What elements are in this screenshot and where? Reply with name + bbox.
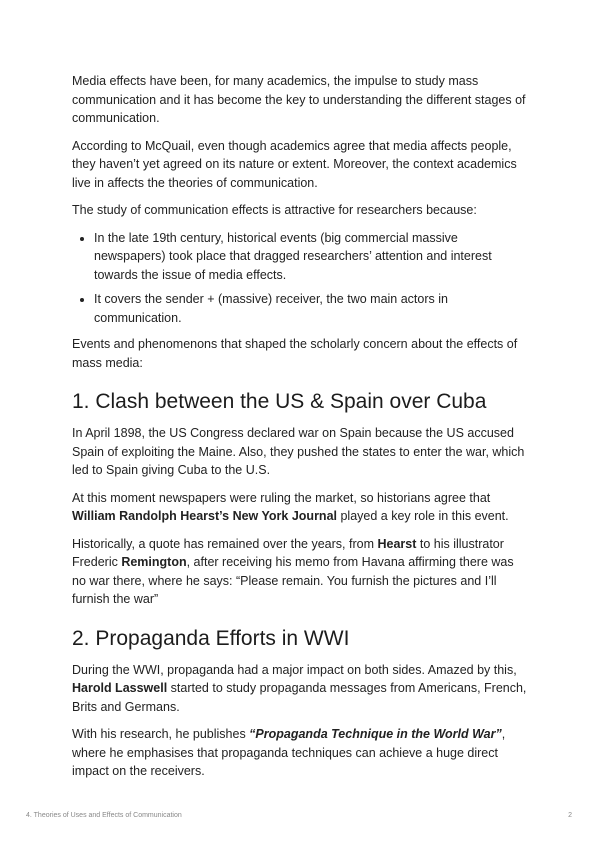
section-1-paragraph-3 [72,535,528,609]
section-2-paragraph-2 [72,725,528,781]
italic-text: “Propaganda Technique in the World War” [249,727,502,741]
section-2-heading: 2. Propaganda Efforts in WWI [72,626,350,650]
text-run: With his research, he publishes [72,727,250,741]
section-2-paragraph-1 [72,661,528,717]
list-item: • In the late 19th century, historical events (big commercial massive newspapers) took place that dragged researchers’ attention and interest towards the issue of media effects. [94,229,528,285]
text-run: started to study propaganda messages from Americans, French, Brits and Germans. [72,681,527,714]
document-body [72,72,528,790]
text-run: played a key role in this event. [337,509,509,523]
text-run: , where he emphasises that propaganda techniques can achieve a huge direct impact on the receivers. [72,727,506,778]
page-footer [26,812,572,819]
intro-paragraph-4: Events and phenomenons that shaped the scholarly concern about the effects of mass media: [72,337,518,370]
bold-text: Remington [121,555,187,569]
list-item: • It covers the sender + (massive) receiver, the two main actors in communication. [94,290,528,327]
intro-paragraph-2: According to McQuail, even though academics agree that media affects people, they haven’t yet agreed on its nature or extent. Moreover, the context academics live in affects the theories of communication. [72,138,517,190]
bold-italic-title [249,727,502,741]
text-run: to his illustrator Frederic [72,536,504,569]
intro-paragraph-3: The study of communication effects is attractive for researchers because: [72,203,477,217]
bold-text: Hearst [377,536,417,551]
section-1-paragraph-2 [72,489,528,526]
section-1-heading: 1. Clash between the US & Spain over Cuba [72,390,487,413]
text-run: Historically, a quote has remained over the years, from [72,536,378,551]
intro-paragraph-1: Media effects have been, for many academics, the impulse to study mass communication and it has become the key to understanding the different stages of communication. [72,74,526,125]
text-run: , after receiving his memo from Havana affirming there was no war there, where he says: “Please remain. You furnish the pictures and I’ll furnish the war” [72,555,514,606]
bold-text: Harold Lasswell [72,681,168,695]
bold-text: William Randolph Hearst’s New York Journal [72,509,337,523]
section-1-paragraph-1: In April 1898, the US Congress declared war on Spain because the US accused Spain of exploiting the Maine. Also, they pushed the states to enter the war, which led to Spain giving Cuba to the U.S. [72,426,525,477]
reasons-list [72,229,528,328]
text-run: During the WWI, propaganda had a major impact on both sides. Amazed by this, [72,662,517,677]
page-number: 2 [568,812,572,819]
text-run: At this moment newspapers were ruling the market, so historians agree that [72,490,491,505]
footer-title: 4. Theories of Uses and Effects of Communication [26,812,182,819]
